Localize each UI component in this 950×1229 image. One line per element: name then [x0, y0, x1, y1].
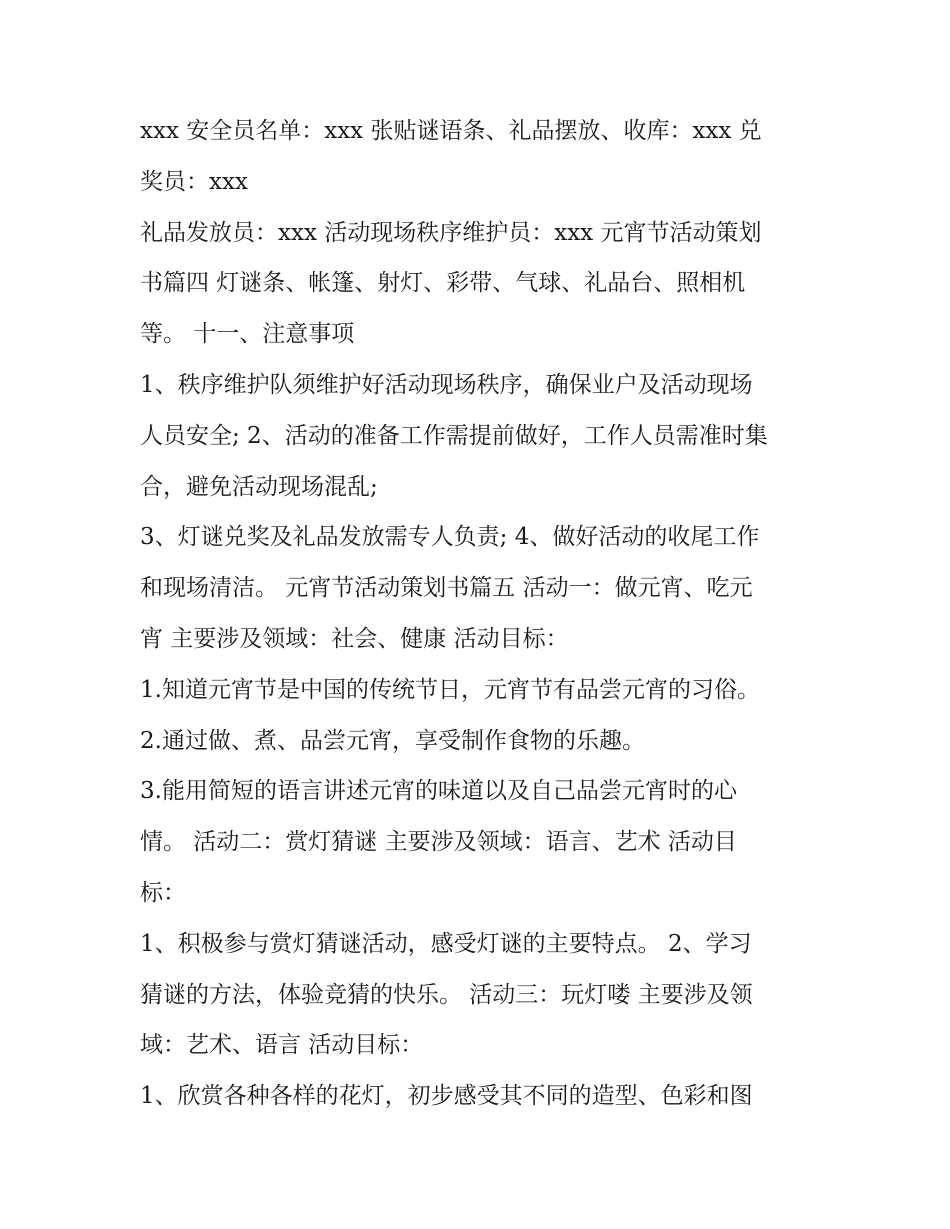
- text-line: 情。 活动二：赏灯猜谜 主要涉及领域：语言、艺术 活动目: [140, 829, 737, 856]
- text-line: 2.通过做、煮、品尝元宵，享受制作食物的乐趣。: [140, 727, 645, 754]
- text-line: xxx 安全员名单：xxx 张贴谜语条、礼品摆放、收库：xxx 兑: [140, 118, 762, 144]
- text-line: 域：艺术、语言 活动目标：: [140, 1032, 424, 1059]
- text-line: 3、灯谜兑奖及礼品发放需专人负责; 4、做好活动的收尾工作: [140, 524, 760, 551]
- text-line: 1、欣赏各种各样的花灯，初步感受其不同的造型、色彩和图: [140, 1083, 753, 1110]
- text-line: 书篇四 灯谜条、帐篷、射灯、彩带、气球、礼品台、照相机: [140, 270, 746, 297]
- text-line: 奖员：xxx: [140, 168, 248, 195]
- text-line: 1、积极参与赏灯猜谜活动，感受灯谜的主要特点。 2、学习: [140, 930, 752, 957]
- text-line: 1.知道元宵节是中国的传统节日，元宵节有品尝元宵的习俗。: [140, 676, 760, 703]
- text-line: 猜谜的方法，体验竞猜的快乐。 活动三：玩灯喽 主要涉及领: [140, 981, 753, 1008]
- text-line: 标：: [140, 879, 186, 906]
- text-line: 等。 十一、注意事项: [140, 321, 355, 348]
- text-line: 人员安全; 2、活动的准备工作需提前做好，工作人员需准时集: [140, 422, 768, 449]
- text-line: 1、秩序维护队须维护好活动现场秩序，确保业户及活动现场: [140, 371, 753, 398]
- text-line: 3.能用简短的语言讲述元宵的味道以及自己品尝元宵时的心: [140, 778, 737, 805]
- text-line: 礼品发放员：xxx 活动现场秩序维护员：xxx 元宵节活动策划: [140, 219, 762, 246]
- text-line: 宵 主要涉及领域：社会、健康 活动目标：: [140, 625, 569, 652]
- text-line: 和现场清洁。 元宵节活动策划书篇五 活动一：做元宵、吃元: [140, 575, 753, 602]
- document-body: [140, 106, 830, 1122]
- text-line: 合，避免活动现场混乱;: [140, 473, 378, 500]
